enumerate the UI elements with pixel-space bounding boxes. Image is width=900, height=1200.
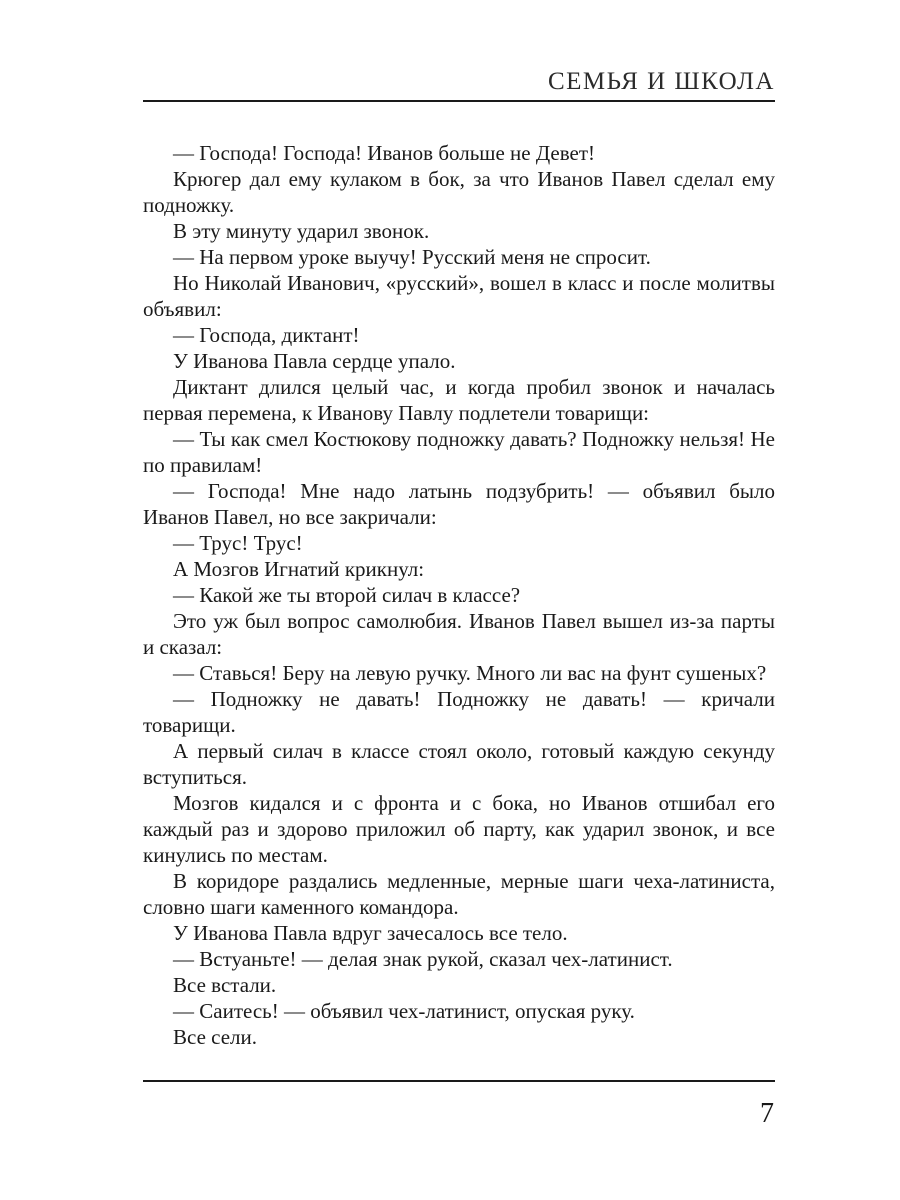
paragraph: — Ставься! Беру на левую ручку. Много ли вас на фунт сушеных? [173,661,767,685]
paragraph: А Мозгов Игнатий крикнул: [173,557,425,581]
running-head: СЕМЬЯ И ШКОЛА [547,68,775,95]
text-block [143,140,775,1050]
paragraph: — Ты как смел Костюкову подножку давать? Подножку нельзя! Не по правилам! [143,427,775,477]
paragraph: В коридоре раздались медленные, мерные шаги чеха-латиниста, словно шаги каменного командора. [143,869,775,919]
paragraph: Все встали. [173,973,277,997]
paragraph: Это уж был вопрос самолюбия. Иванов Павел вышел из-за парты и сказал: [143,609,775,659]
paragraph: А первый силач в классе стоял около, готовый каждую секунду вступиться. [143,739,775,789]
paragraph: — На первом уроке выучу! Русский меня не спросит. [173,245,651,269]
paragraph: Все сели. [173,1025,258,1049]
paragraph: — Встуаньте! — делая знак рукой, сказал чех-латинист. [173,947,673,971]
header-rule [143,100,775,102]
paragraph: У Иванова Павла вдруг зачесалось все тело. [173,921,568,945]
page-number: 7 [760,1098,774,1129]
paragraph: Диктант длился целый час, и когда пробил звонок и началась первая перемена, к Иванову Павлу подлетели товарищи: [143,375,775,425]
paragraph: У Иванова Павла сердце упало. [173,349,456,373]
paragraph: — Какой же ты второй силач в классе? [173,583,521,607]
paragraph: — Господа! Господа! Иванов больше не Девет! [173,141,596,165]
paragraph: В эту минуту ударил звонок. [173,219,430,243]
paragraph: — Господа, диктант! [173,323,360,347]
paragraph: Но Николай Иванович, «русский», вошел в класс и после молитвы объявил: [143,271,775,321]
paragraph: — Подножку не давать! Подножку не давать! — кричали товарищи. [143,687,775,737]
paragraph: — Саитесь! — объявил чех-латинист, опуская руку. [173,999,635,1023]
paragraph: Крюгер дал ему кулаком в бок, за что Иванов Павел сделал ему подножку. [143,167,775,217]
paragraph: — Трус! Трус! [173,531,303,555]
paragraph: — Господа! Мне надо латынь подзубрить! — объявил было Иванов Павел, но все закричали: [143,479,775,529]
paragraph: Мозгов кидался и с фронта и с бока, но Иванов отшибал его каждый раз и здорово приложил об парту, как ударил звонок, и все кинулись по местам. [143,791,775,867]
footer-rule [143,1080,775,1082]
